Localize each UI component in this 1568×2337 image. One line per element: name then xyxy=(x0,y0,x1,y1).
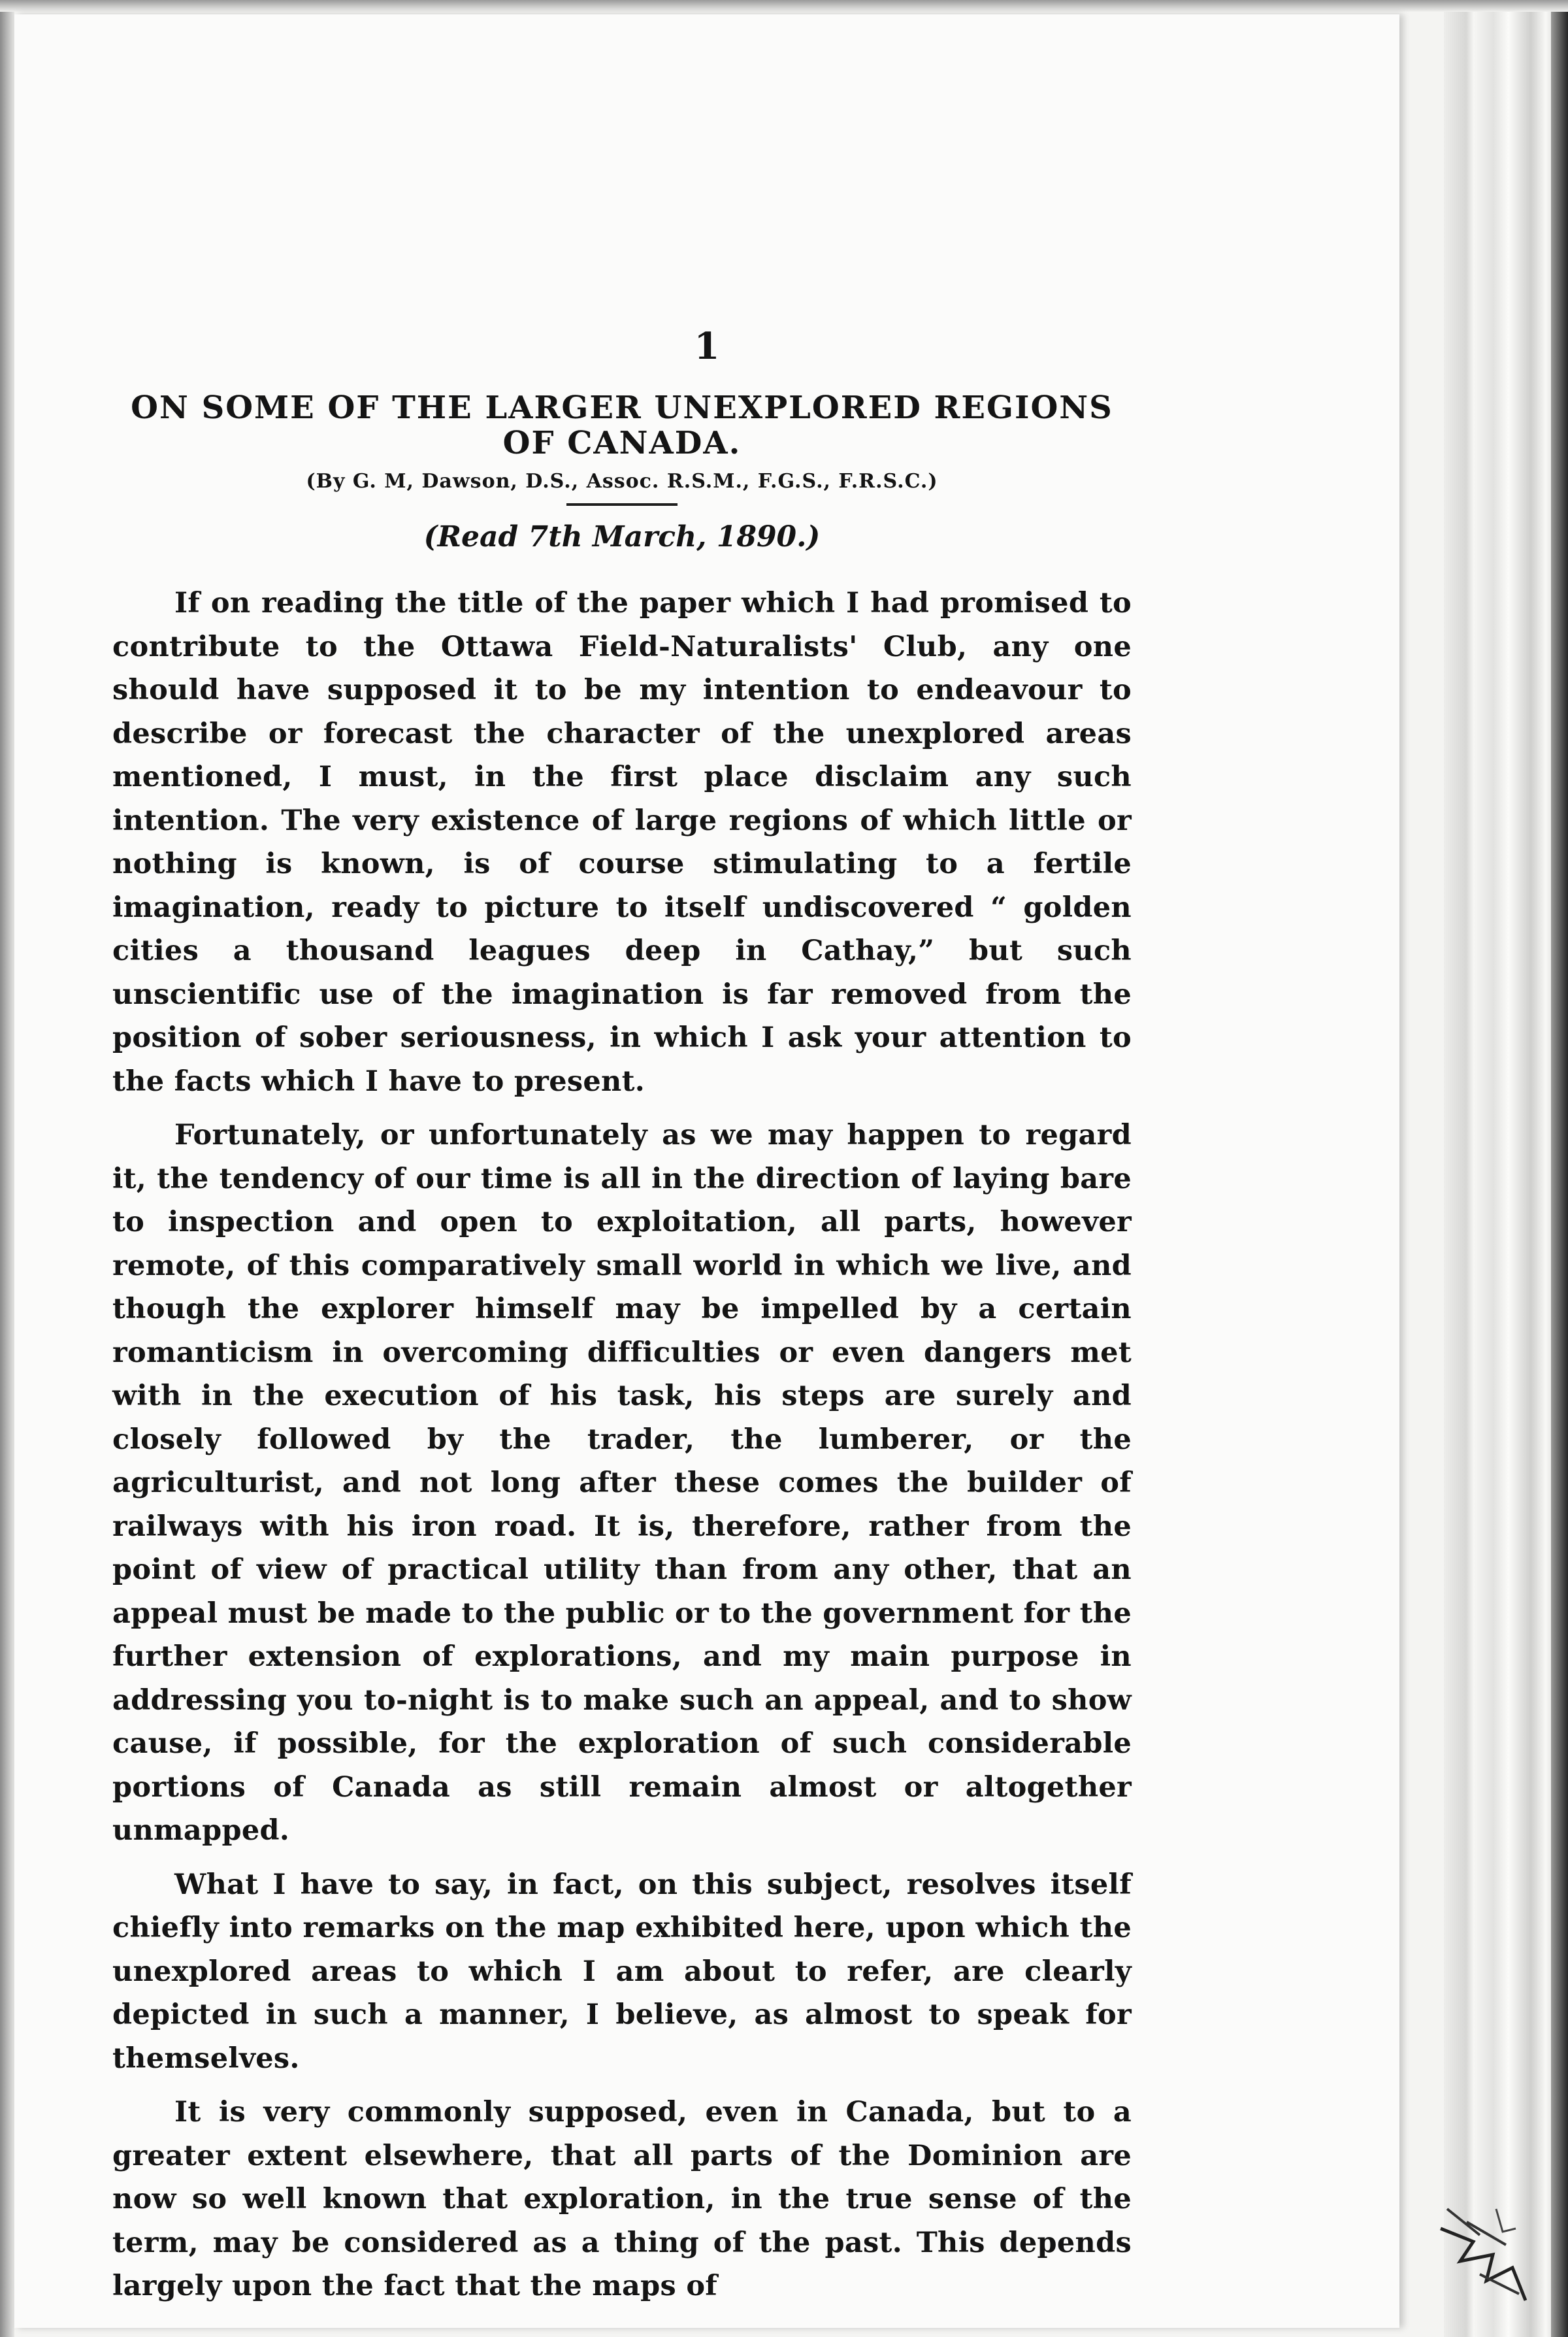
read-date: (Read 7th March, 1890.) xyxy=(423,520,821,554)
header-block xyxy=(112,390,1132,554)
scan-border-top xyxy=(0,0,1568,12)
scan-border-left xyxy=(0,0,14,2337)
page-number: 1 xyxy=(694,325,720,368)
page-edge-stack xyxy=(1444,0,1568,2337)
scan-border-right xyxy=(1551,0,1568,2337)
document-page xyxy=(14,14,1399,2328)
paragraph: It is very commonly supposed, even in Canada, but to a greater extent elsewhere, that all parts of the Dominion are now so well known that exploration, in the true sense of the term, may be considered as a thing of the past. This depends largely upon the fact that the maps of xyxy=(112,2096,1132,2302)
title-rule xyxy=(566,503,678,506)
paragraph: Fortunately, or unfortunately as we may happen to regard it, the tendency of our time is all in the direction of laying bare to inspection and open to exploitation, all parts, however remote, of this comparatively small world in which we live, and though the explorer himself may be impelled by a certain romanticism in overcoming difficulties or even dangers met with in the execution of his task, his steps are surely and closely followed by the trader, the lumberer, or the agriculturist, and not long after these comes the builder of railways with his iron road. It is, therefore, rather from the point of view of practical utility than from any other, that an appeal must be made to the public or to the government for the further extension of explorations, and my main purpose in addressing you to-night is to make such an appeal, and to show cause, if possible, for the exploration of such considerable portions of Canada as still remain almost or altogether unmapped. xyxy=(112,1119,1132,1847)
paragraph: What I have to say, in fact, on this subject, resolves itself chiefly into remarks on the map exhibited here, upon which the unexplored areas to which I am about to refer, are clearly depicted in such a manner, I believe, as almost to speak for themselves. xyxy=(112,1868,1132,2075)
author-byline: (By G. M, Dawson, D.S., Assoc. R.S.M., F.G.S., F.R.S.C.) xyxy=(306,470,938,493)
paragraph: If on reading the title of the paper which I had promised to contribute to the Ottawa Field-Naturalists' Club, any one should have supposed it to be my intention to endeavour to describe or forecast the character of the unexplored areas mentioned, I must, in the first place disclaim any such intention. The very existence of large regions of which little or nothing is known, is of course stimulating to a fertile imagination, ready to picture to itself undiscovered “ golden cities a thousand leagues deep in Cathay,” but such unscientific use of the imagination is far removed from the position of sober seriousness, in which I ask your attention to the facts which I have to present. xyxy=(112,587,1132,1098)
article-title: ON SOME OF THE LARGER UNEXPLORED REGIONS OF CANADA. xyxy=(131,390,1113,461)
corner-ink-mark xyxy=(1434,2183,1532,2307)
article-body xyxy=(112,582,1132,2319)
